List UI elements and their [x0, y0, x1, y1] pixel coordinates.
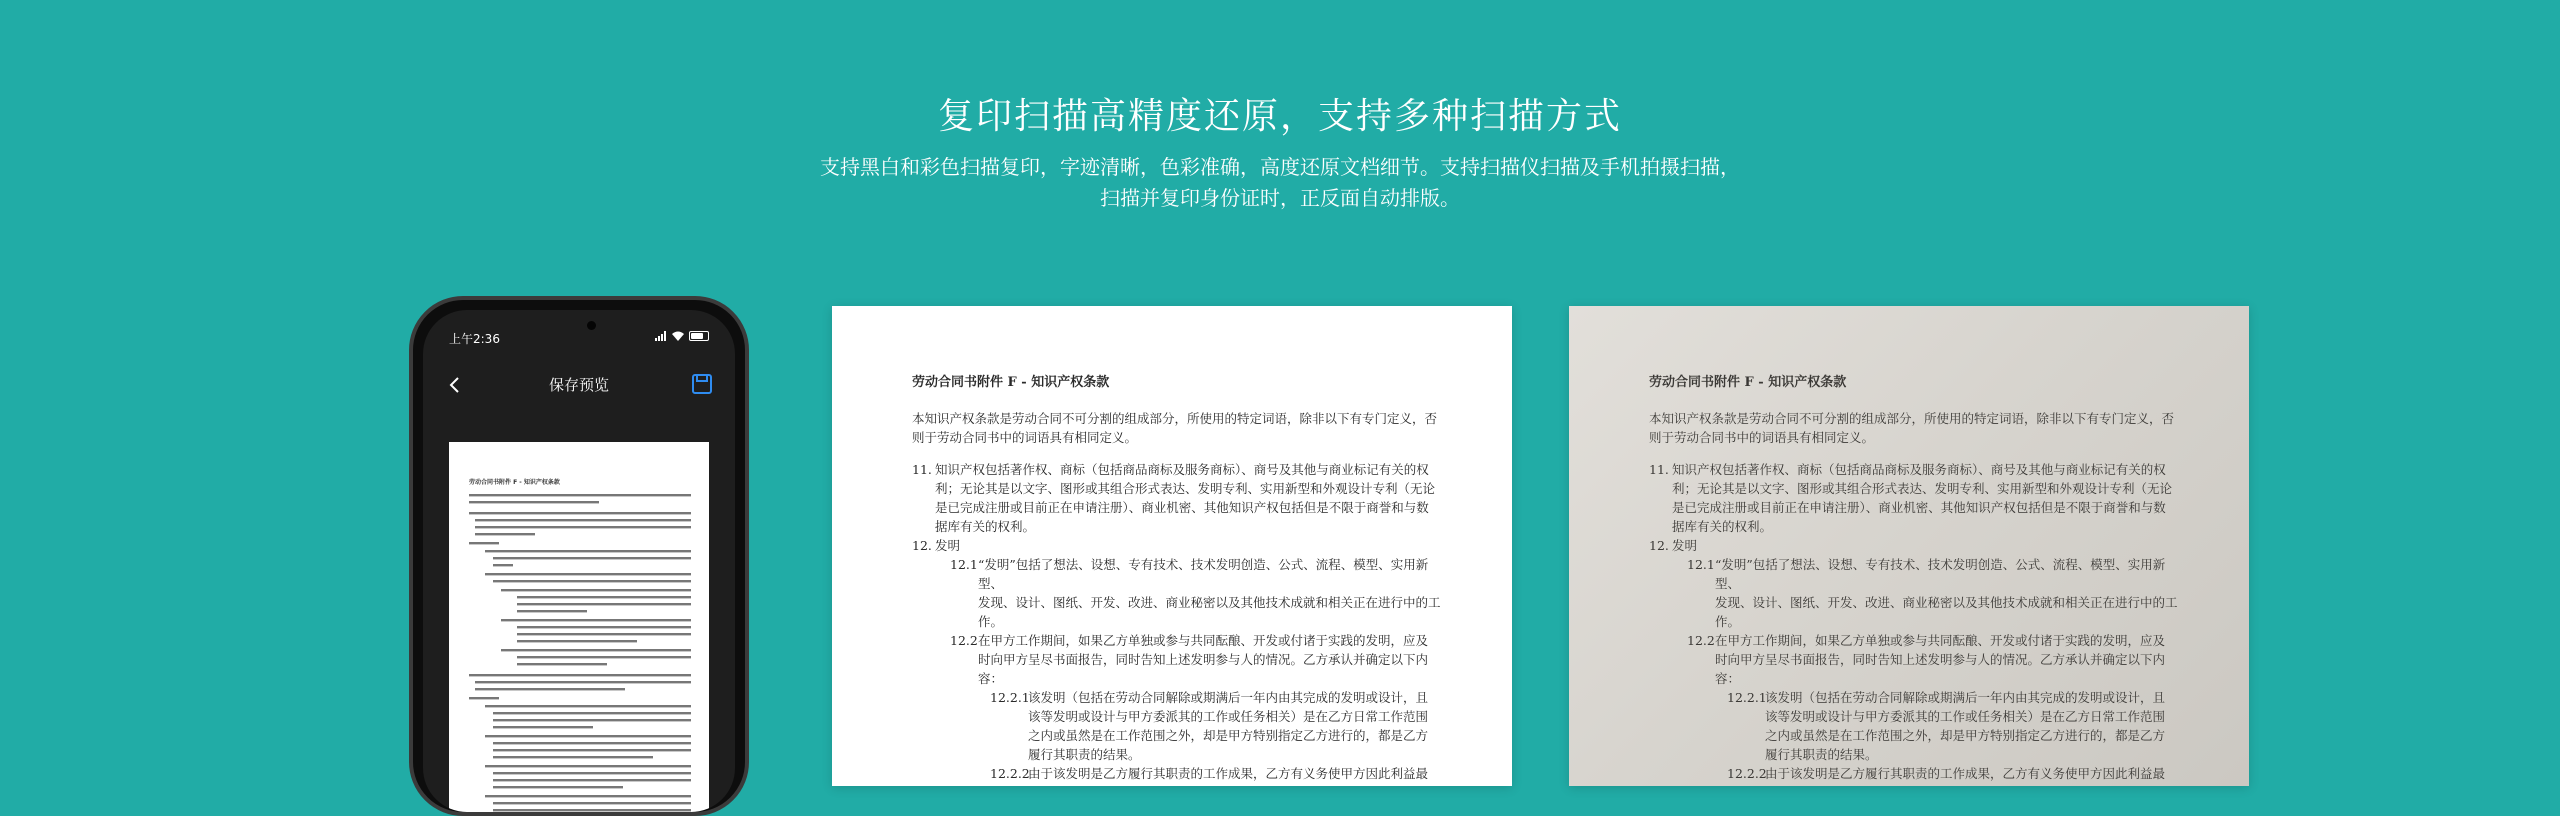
app-header — [423, 370, 735, 400]
clause-12-2 — [1649, 631, 2189, 688]
clause-line: 是已完成注册或目前正在申请注册）、商业机密、其他知识产权包括但是不限于商誉和与数 — [1672, 500, 2166, 515]
clause-number: 12.2.1 — [1727, 690, 1767, 705]
battery-icon — [689, 331, 709, 341]
clause-line: 由于该发明是乙方履行其职责的工作成果，乙方有义务使甲方因此利益最 — [1765, 766, 2166, 781]
clause-line: 利；无论其是以文字、图形或其组合形式表达、发明专利、实用新型和外观设计专利（无论 — [935, 481, 1436, 496]
clause-line: 据库有关的权利。 — [935, 519, 1036, 534]
clause-number: 11. — [1649, 462, 1669, 477]
clause-line: 在甲方工作期间，如果乙方单独或参与共同酝酿、开发或付诸于实践的发明，应及 — [978, 633, 1429, 648]
clause-line: 由于该发明是乙方履行其职责的工作成果，乙方有义务使甲方因此利益最 — [1028, 766, 1429, 781]
clause-line: 发明 — [1672, 538, 1698, 553]
clause-number: 12. — [1649, 538, 1669, 553]
clause-12 — [1649, 536, 2189, 555]
clause-line: 据库有关的权利。 — [1672, 519, 1773, 534]
hero-subtitle — [0, 152, 2560, 214]
preview-document-text — [449, 442, 717, 812]
clause-11 — [1649, 460, 2189, 536]
clause-line: “发明”包括了想法、设想、专有技术、技术发明创造、公式、流程、模型、实用新型、 — [1715, 557, 2166, 591]
clause-number: 12. — [912, 538, 932, 553]
clause-line: 在甲方工作期间，如果乙方单独或参与共同酝酿、开发或付诸于实践的发明，应及 — [1715, 633, 2166, 648]
document-title: 劳动合同书附件 F - 知识产权条款 — [1649, 375, 1847, 390]
clause-line: 之内或虽然是在工作范围之外，却是甲方特别指定乙方进行的，都是乙方 — [1028, 728, 1429, 743]
document-content — [912, 371, 1452, 783]
hero-title: 复印扫描高精度还原，支持多种扫描方式 — [937, 96, 1622, 137]
wifi-icon — [672, 331, 684, 341]
clause-line: 该发明（包括在劳动合同解除或期满后一年内由其完成的发明或设计，且 — [1028, 690, 1429, 705]
clause-12-2-1 — [1649, 688, 2189, 764]
phone-screen — [423, 310, 735, 812]
hero-subtitle-line-2: 扫描并复印身份证时，正反面自动排版。 — [1100, 186, 1460, 210]
clause-line: 知识产权包括著作权、商标（包括商品商标及服务商标）、商号及其他与商业标记有关的权 — [1672, 462, 2166, 477]
clause-number: 12.2.2 — [1727, 766, 1767, 781]
clause-line: 作。 — [1715, 614, 1741, 629]
clause-12-2-1 — [912, 688, 1452, 764]
clause-number: 12.2 — [950, 633, 978, 648]
hero-subtitle-line-1: 支持黑白和彩色扫描复印，字迹清晰，色彩准确，高度还原文档细节。支持扫描仪扫描及手机拍摄扫描， — [820, 155, 1740, 179]
clause-number: 12.2.1 — [990, 690, 1030, 705]
document-clean — [832, 306, 1512, 786]
clause-12 — [912, 536, 1452, 555]
document-intro-line: 则于劳动合同书中的词语具有相同定义。 — [912, 430, 1138, 445]
clause-number: 12.1 — [1687, 557, 1715, 572]
clause-line: 发现、设计、图纸、开发、改进、商业秘密以及其他技术成就和相关正在进行中的工 — [1715, 595, 2178, 610]
clause-line: 该等发明或设计与甲方委派其的工作或任务相关）是在乙方日常工作范围 — [1765, 709, 2166, 724]
clause-line: 履行其职责的结果。 — [1765, 747, 1878, 762]
clause-line: 该发明（包括在劳动合同解除或期满后一年内由其完成的发明或设计，且 — [1765, 690, 2166, 705]
status-bar — [449, 330, 709, 350]
clause-12-1 — [1649, 555, 2189, 631]
clause-line: 利；无论其是以文字、图形或其组合形式表达、发明专利、实用新型和外观设计专利（无论 — [1672, 481, 2173, 496]
phone-mockup — [409, 296, 749, 816]
clause-line: 该等发明或设计与甲方委派其的工作或任务相关）是在乙方日常工作范围 — [1028, 709, 1429, 724]
preview-doc-title: 劳动合同书附件 F - 知识产权条款 — [469, 479, 560, 486]
status-icons — [655, 331, 709, 341]
document-intro-line: 本知识产权条款是劳动合同不可分割的组成部分，所使用的特定词语，除非以下有专门定义，否 — [1649, 411, 2175, 426]
clause-line: 发现、设计、图纸、开发、改进、商业秘密以及其他技术成就和相关正在进行中的工 — [978, 595, 1441, 610]
signal-icon — [655, 331, 667, 341]
clause-11 — [912, 460, 1452, 536]
clause-number: 12.2.2 — [990, 766, 1030, 781]
clause-number: 12.2 — [1687, 633, 1715, 648]
header-title: 保存预览 — [548, 376, 609, 394]
clause-number: 12.1 — [950, 557, 978, 572]
clause-line: 是已完成注册或目前正在申请注册）、商业机密、其他知识产权包括但是不限于商誉和与数 — [935, 500, 1429, 515]
clause-line: 之内或虽然是在工作范围之外，却是甲方特别指定乙方进行的，都是乙方 — [1765, 728, 2166, 743]
clause-line: “发明”包括了想法、设想、专有技术、技术发明创造、公式、流程、模型、实用新型、 — [978, 557, 1429, 591]
save-icon[interactable] — [691, 373, 713, 395]
document-title: 劳动合同书附件 F - 知识产权条款 — [912, 375, 1110, 390]
clause-line: 发明 — [935, 538, 961, 553]
status-time: 上午2:36 — [449, 332, 500, 346]
clause-line: 履行其职责的结果。 — [1028, 747, 1141, 762]
clause-12-1 — [912, 555, 1452, 631]
document-intro-line: 则于劳动合同书中的词语具有相同定义。 — [1649, 430, 1875, 445]
clause-line: 时向甲方呈尽书面报告，同时告知上述发明参与人的情况。乙方承认并确定以下内容： — [978, 652, 1429, 686]
document-intro-line: 本知识产权条款是劳动合同不可分割的组成部分，所使用的特定词语，除非以下有专门定义，否 — [912, 411, 1438, 426]
preview-page — [449, 442, 709, 812]
clause-number: 11. — [912, 462, 932, 477]
clause-line: 作。 — [978, 614, 1004, 629]
document-content — [1649, 371, 2189, 783]
document-scanned — [1569, 306, 2249, 786]
clause-12-2 — [912, 631, 1452, 688]
front-camera — [587, 321, 596, 330]
clause-line: 知识产权包括著作权、商标（包括商品商标及服务商标）、商号及其他与商业标记有关的权 — [935, 462, 1429, 477]
clause-line: 时向甲方呈尽书面报告，同时告知上述发明参与人的情况。乙方承认并确定以下内容： — [1715, 652, 2166, 686]
